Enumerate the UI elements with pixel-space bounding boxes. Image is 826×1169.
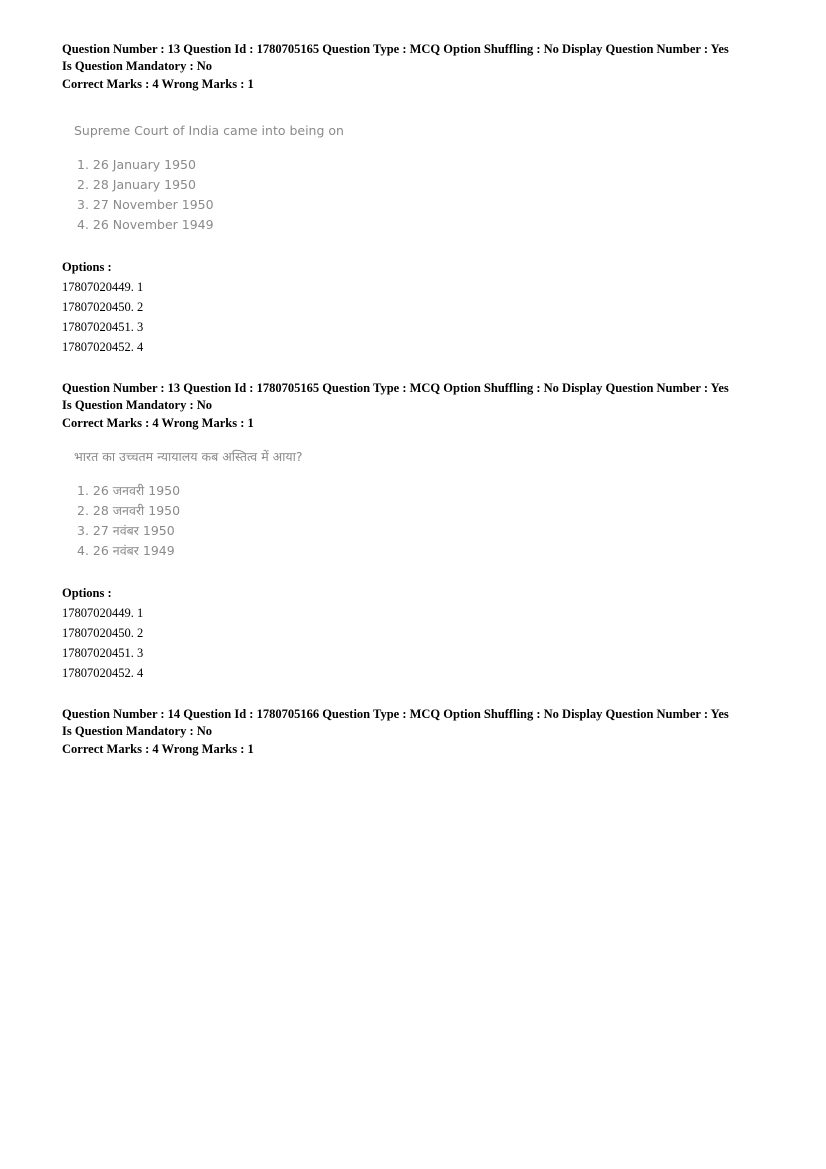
options-label: Options : (62, 586, 112, 600)
question-meta-line: Question Number : 14 Question Id : 1780705166 Question Type : MCQ Option Shuffling : No Display Question Number : Yes (62, 707, 729, 721)
option-row: 17807020450. 2 (62, 300, 144, 314)
mandatory-line: Is Question Mandatory : No (62, 397, 213, 412)
question-choice: 1. 26 January 1950 (77, 157, 196, 172)
question-meta-line: Question Number : 13 Question Id : 1780705165 Question Type : MCQ Option Shuffling : No Display Question Number : Yes (62, 381, 729, 395)
question-header-2 (62, 380, 782, 432)
question-header-3 (62, 706, 782, 758)
question-choice: 3. 27 November 1950 (77, 197, 214, 212)
option-row: 17807020451. 3 (62, 646, 144, 660)
question-choice: 2. 28 January 1950 (77, 177, 196, 192)
options-list-1 (62, 259, 143, 357)
question-choice: 4. 26 नवंबर 1949 (77, 543, 175, 558)
marks-line: Correct Marks : 4 Wrong Marks : 1 (62, 77, 254, 91)
marks-line: Correct Marks : 4 Wrong Marks : 1 (62, 416, 254, 430)
option-row: 17807020452. 4 (62, 340, 144, 354)
question-text: Supreme Court of India came into being on (74, 123, 344, 138)
question-choice: 1. 26 जनवरी 1950 (77, 483, 181, 498)
question-header-1 (62, 41, 782, 93)
mandatory-line: Is Question Mandatory : No (62, 723, 213, 738)
question-choice: 2. 28 जनवरी 1950 (77, 503, 181, 518)
option-row: 17807020449. 1 (62, 280, 144, 294)
question-text: भारत का उच्चतम न्यायालय कब अस्तित्व में आया? (74, 449, 303, 464)
options-list-2 (62, 585, 143, 683)
question-choice: 4. 26 November 1949 (77, 217, 214, 232)
mandatory-line: Is Question Mandatory : No (62, 58, 213, 73)
question-choice: 3. 27 नवंबर 1950 (77, 523, 175, 538)
question-image-1 (74, 123, 344, 235)
options-label: Options : (62, 260, 112, 274)
option-row: 17807020449. 1 (62, 606, 144, 620)
question-meta-line: Question Number : 13 Question Id : 1780705165 Question Type : MCQ Option Shuffling : No Display Question Number : Yes (62, 42, 729, 56)
question-image-2 (74, 449, 303, 561)
marks-line: Correct Marks : 4 Wrong Marks : 1 (62, 742, 254, 756)
option-row: 17807020451. 3 (62, 320, 144, 334)
option-row: 17807020450. 2 (62, 626, 144, 640)
option-row: 17807020452. 4 (62, 666, 144, 680)
